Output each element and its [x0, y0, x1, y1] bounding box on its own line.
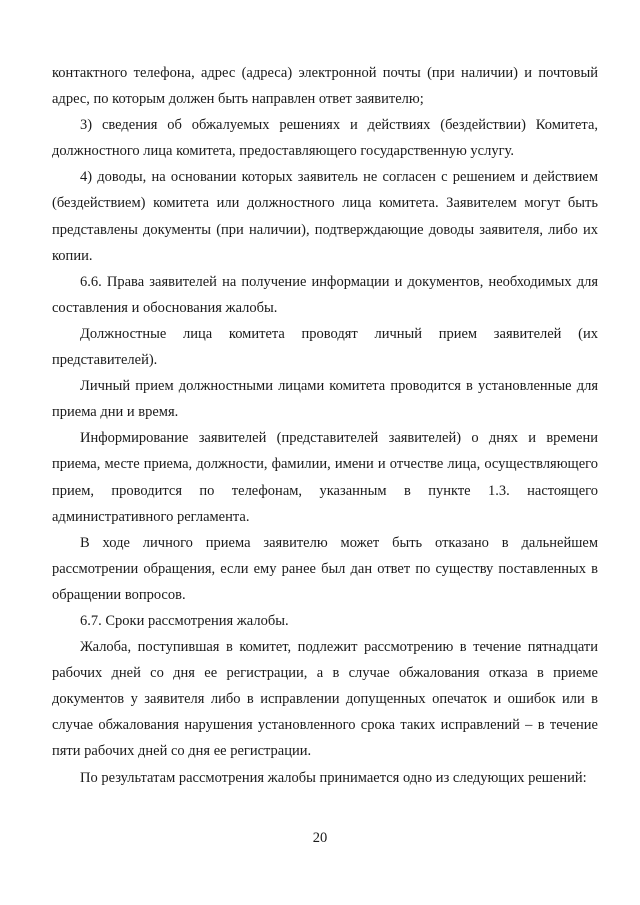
paragraph-section-6-6: 6.6. Права заявителей на получение информации и документов, необходимых для составления и обоснования жалобы. [52, 273, 598, 316]
paragraph-decisions: По результатам рассмотрения жалобы принимается одно из следующих решений: [80, 769, 587, 786]
paragraph-item-4: 4) доводы, на основании которых заявитель не согласен с решением и действием (бездействием) комитета или должностного лица комитета. Заявителем могут быть представлены документы (при наличии), подтверждающие доводы заявителя, либо их копии. [52, 169, 598, 264]
paragraph-section-6-7: 6.7. Сроки рассмотрения жалобы. [80, 612, 289, 629]
body-text [52, 60, 598, 791]
paragraph-personal-reception: Должностные лица комитета проводят личный прием заявителей (их представителей). [52, 325, 598, 369]
page-number: 20 [312, 830, 328, 846]
paragraph-contact-address: контактного телефона, адрес (адреса) электронной почты (при наличии) и почтовый адрес, по которым должен быть направлен ответ заявителю; [52, 65, 598, 108]
paragraph-reception-days: Личный прием должностными лицами комитета проводится в установленные для приема дни и время. [52, 378, 598, 421]
paragraph-informing: Информирование заявителей (представителей заявителей) о днях и времени приема, месте приема, должности, фамилии, имени и отчестве лица, осуществляющего прием, проводится по телефонам, указанным в пункте 1.3. настоящего административного регламента. [52, 430, 598, 525]
paragraph-complaint-terms: Жалоба, поступившая в комитет, подлежит рассмотрению в течение пятнадцати рабочих дней со дня ее регистрации, а в случае обжалования отказа в приеме документов у заявителя либо в исправлении допущенных опечаток и ошибок или в случае обжалования нарушения установленного срока таких исправлений – в течение пяти рабочих дней со дня ее регистрации. [52, 639, 598, 760]
paragraph-refusal: В ходе личного приема заявителю может быть отказано в дальнейшем рассмотрении обращения, если ему ранее был дан ответ по существу поставленных в обращении вопросов. [52, 534, 598, 603]
paragraph-item-3: 3) сведения об обжалуемых решениях и действиях (бездействии) Комитета, должностного лица комитета, предоставляющего государственную услугу. [52, 117, 598, 160]
